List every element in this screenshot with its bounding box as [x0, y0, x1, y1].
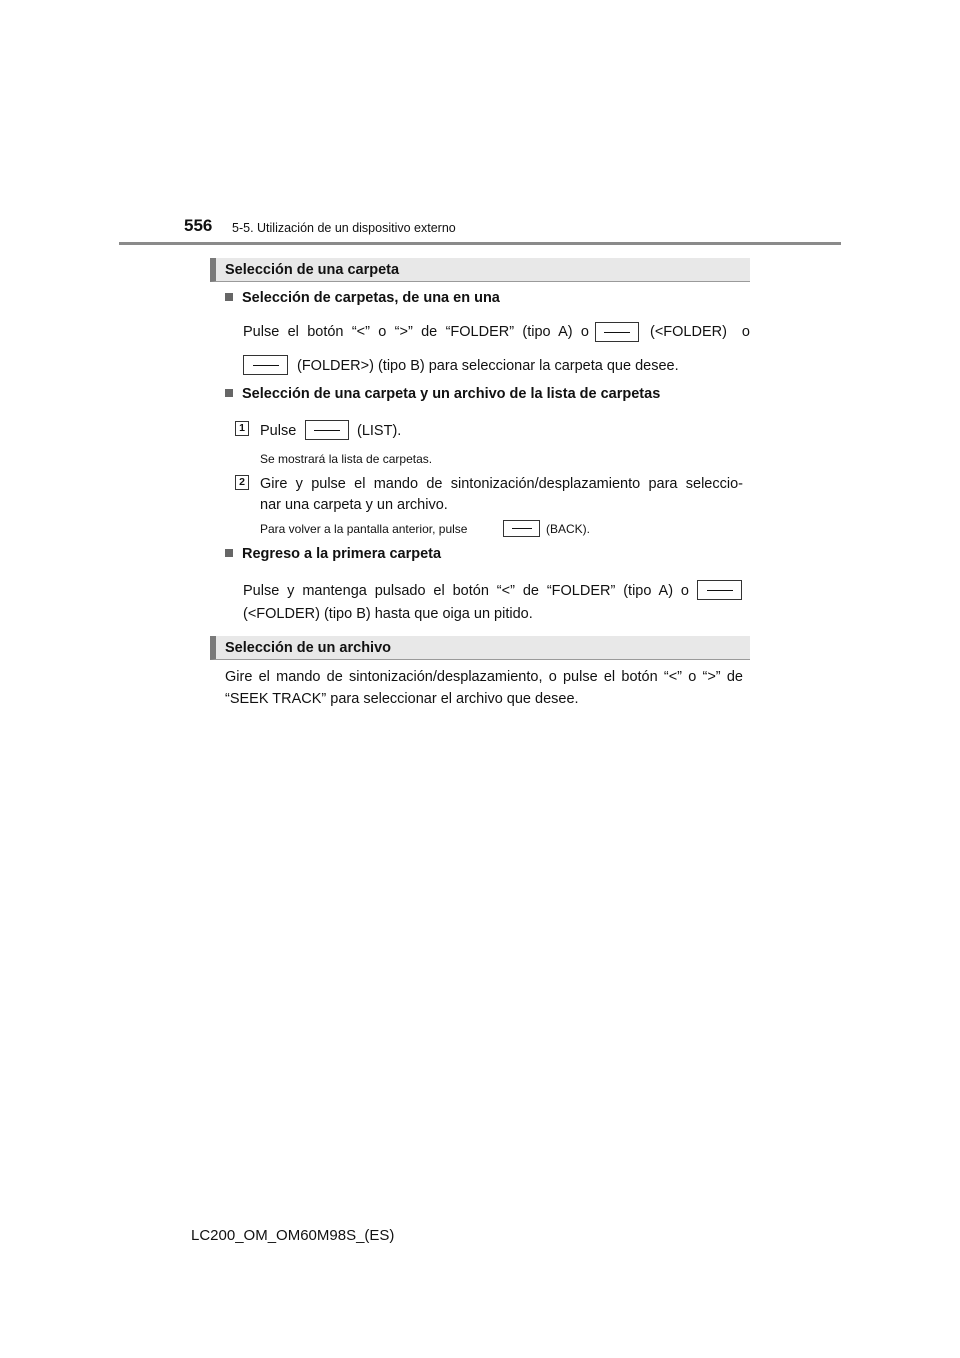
folder-one-line1-a: Pulse el botón “<” o “>” de “FOLDER” (tipo A) o	[243, 324, 589, 340]
file-select-line2: “SEEK TRACK” para seleccionar el archivo que desee.	[225, 691, 579, 707]
subheading-text: Selección de carpetas, de una en una	[242, 290, 500, 306]
file-select-line1: Gire el mando de sintonización/desplazamiento, o pulse el botón “<” o “>” de	[225, 669, 743, 685]
section-header-folder	[210, 258, 750, 282]
square-bullet-icon	[225, 293, 233, 301]
folder-prev-button-icon	[697, 580, 742, 600]
subheading-text: Regreso a la primera carpeta	[242, 546, 442, 562]
subheading-folder-one	[225, 290, 500, 306]
step2-line1: Gire y pulse el mando de sintonización/desplazamiento para seleccio-	[260, 476, 743, 492]
section-header-file	[210, 636, 750, 660]
first-folder-line1: Pulse y mantenga pulsado el botón “<” de “FOLDER” (tipo A) o	[243, 583, 689, 599]
step2-note-a: Para volver a la pantalla anterior, pulse	[260, 522, 468, 536]
section-title: Selección de una carpeta	[225, 262, 400, 278]
folder-button-icon	[595, 322, 639, 342]
square-bullet-icon	[225, 549, 233, 557]
step1-note: Se mostrará la lista de carpetas.	[260, 452, 433, 466]
subheading-folder-list	[225, 386, 660, 402]
list-button-icon	[305, 420, 349, 440]
section-title: Selección de un archivo	[225, 640, 391, 656]
page-number: 556	[184, 216, 213, 235]
back-button-icon	[503, 520, 540, 537]
subheading-text: Selección de una carpeta y un archivo de la lista de carpetas	[242, 386, 661, 402]
square-bullet-icon	[225, 389, 233, 397]
chapter-title: 5-5. Utilización de un dispositivo externo	[232, 221, 456, 235]
step2-line2: nar una carpeta y un archivo.	[260, 497, 448, 513]
first-folder-line2: (<FOLDER) (tipo B) hasta que oiga un pitido.	[243, 606, 533, 622]
step1-text-a: Pulse	[260, 423, 297, 439]
step-number-2: 2	[235, 475, 249, 490]
step1-text-b: (LIST).	[357, 423, 402, 439]
footer-code: LC200_OM_OM60M98S_(ES)	[191, 1227, 395, 1244]
step-number-1: 1	[235, 421, 249, 436]
step2-note-b: (BACK).	[546, 522, 591, 536]
folder-next-button-icon	[243, 355, 288, 375]
header-rule	[119, 242, 841, 245]
folder-one-line1-b: (<FOLDER) o	[650, 324, 750, 340]
folder-one-line2: (FOLDER>) (tipo B) para seleccionar la carpeta que desee.	[297, 358, 679, 374]
subheading-first-folder	[225, 546, 441, 562]
